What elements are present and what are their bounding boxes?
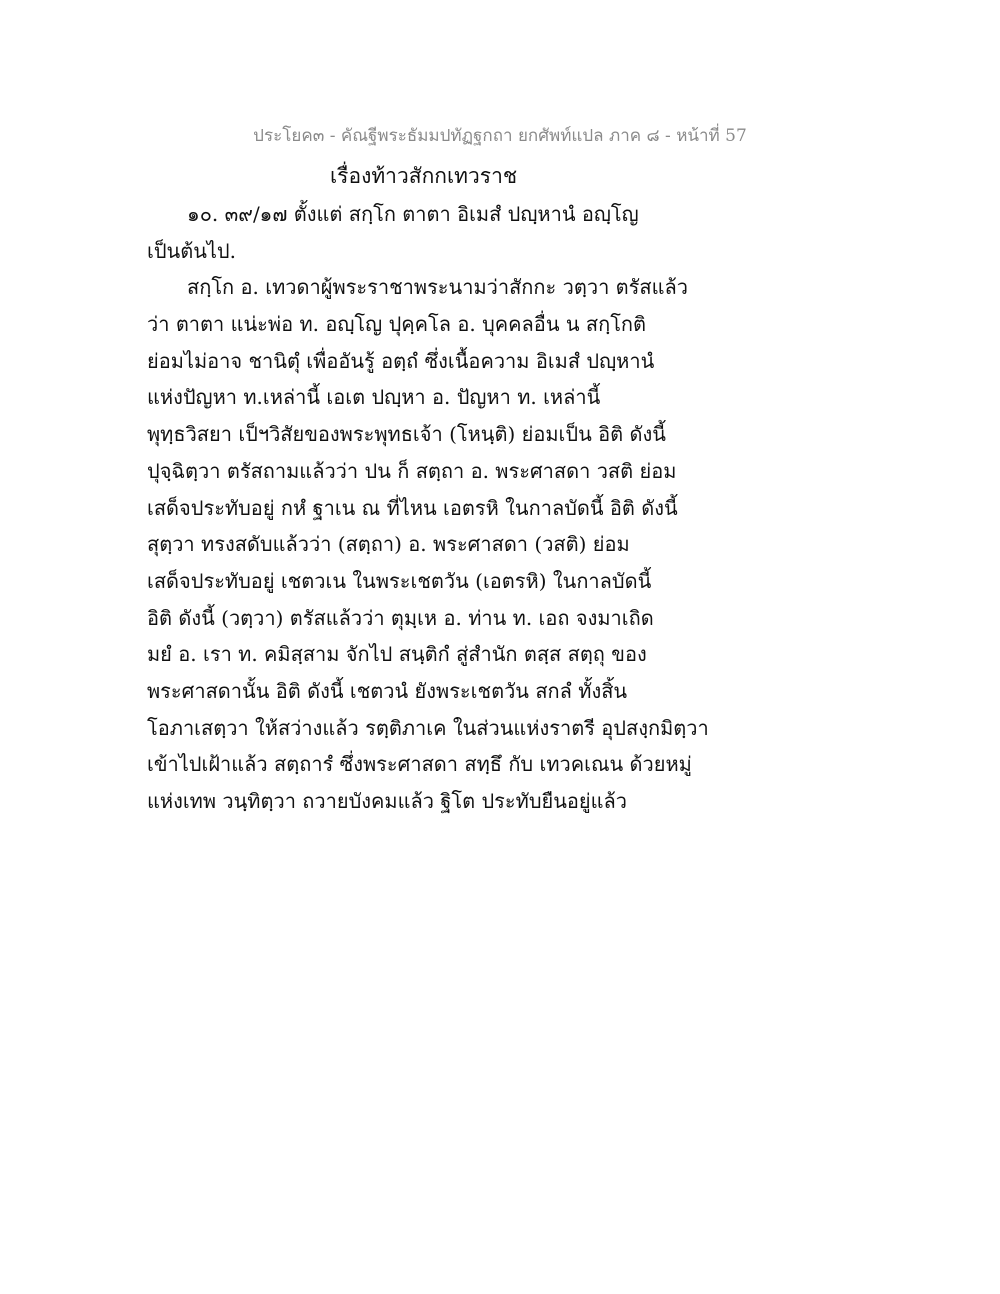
- text-line: สุตฺวา ทรงสดับแล้วว่า (สตฺถา) อ. พระศาสดา (วสติ) ย่อม: [147, 532, 630, 557]
- text-line: ย่อมไม่อาจ ชานิตุํ เพื่ออันรู้ อตฺถํ ซึ่งเนื้อความ อิเมสํ ปญฺหานํ: [147, 348, 655, 373]
- text-line: ปุจฺฉิตฺวา ตรัสถามแล้วว่า ปน ก็ สตฺถา อ. พระศาสดา วสติ ย่อม: [147, 458, 677, 483]
- text-line: มยํ อ. เรา ท. คมิสฺสาม จักไป สนฺติกํ สู่สำนัก ตสฺส สตฺถุ ของ: [147, 642, 647, 667]
- text-line: เสด็จประทับอยู่ เชตวเน ในพระเชตวัน (เอตรหิ) ในกาลบัดนี้: [147, 568, 652, 593]
- text-line: โอภาเสตฺวา ให้สว่างแล้ว รตฺติภาเค ในส่วนแห่งราตรี อุปสงฺกมิตฺวา: [147, 715, 709, 740]
- running-header: ประโยค๓ - คัณฐีพระธัมมปทัฏฐกถา ยกศัพท์แปล ภาค ๘ - หน้าที่ 57: [253, 126, 747, 146]
- text-line: ว่า ตาตา แน่ะพ่อ ท. อญฺโญ ปุคฺคโล อ. บุคคลอื่น น สกฺโกติ: [147, 312, 647, 337]
- text-line: เข้าไปเฝ้าแล้ว สตฺถารํ ซึ่งพระศาสดา สทฺธึ กับ เทวคเณน ด้วยหมู่: [147, 752, 692, 777]
- text-line: อิติ ดังนี้ (วตฺวา) ตรัสแล้วว่า ตุมฺเห อ. ท่าน ท. เอถ จงมาเถิด: [147, 605, 654, 630]
- text-line: พุทฺธวิสยา เป็ฯวิสัยของพระพุทธเจ้า (โหนฺติ) ย่อมเป็น อิติ ดังนี้: [147, 422, 666, 447]
- text-line: เสด็จประทับอยู่ กหํ ฐาเน ณ ที่ไหน เอตรหิ ในกาลบัดนี้ อิติ ดังนี้: [147, 495, 678, 520]
- text-line: แห่งเทพ วนฺทิตฺวา ถวายบังคมแล้ว ฐิโต ประทับยืนอยู่แล้ว: [147, 789, 628, 813]
- story-title: เรื่องท้าวสักกเทวราช: [330, 164, 518, 188]
- text-line: แห่งปัญหา ท.เหล่านี้ เอเต ปญฺหา อ. ปัญหา ท. เหล่านี้: [147, 385, 601, 410]
- text-line: ๑๐. ๓๙/๑๗ ตั้งแต่ สกฺโก ตาตา อิเมสํ ปญฺหานํ อญฺโญ: [187, 202, 639, 226]
- story-body: [147, 196, 707, 820]
- text-line: สกฺโก อ. เทวดาผู้พระราชาพระนามว่าสักกะ วตฺวา ตรัสแล้ว: [187, 275, 688, 300]
- text-line: พระศาสดานั้น อิติ ดังนี้ เชตวนํ ยังพระเชตวัน สกลํ ทั้งสิ้น: [147, 678, 628, 703]
- text-line: เป็นต้นไป.: [147, 238, 236, 263]
